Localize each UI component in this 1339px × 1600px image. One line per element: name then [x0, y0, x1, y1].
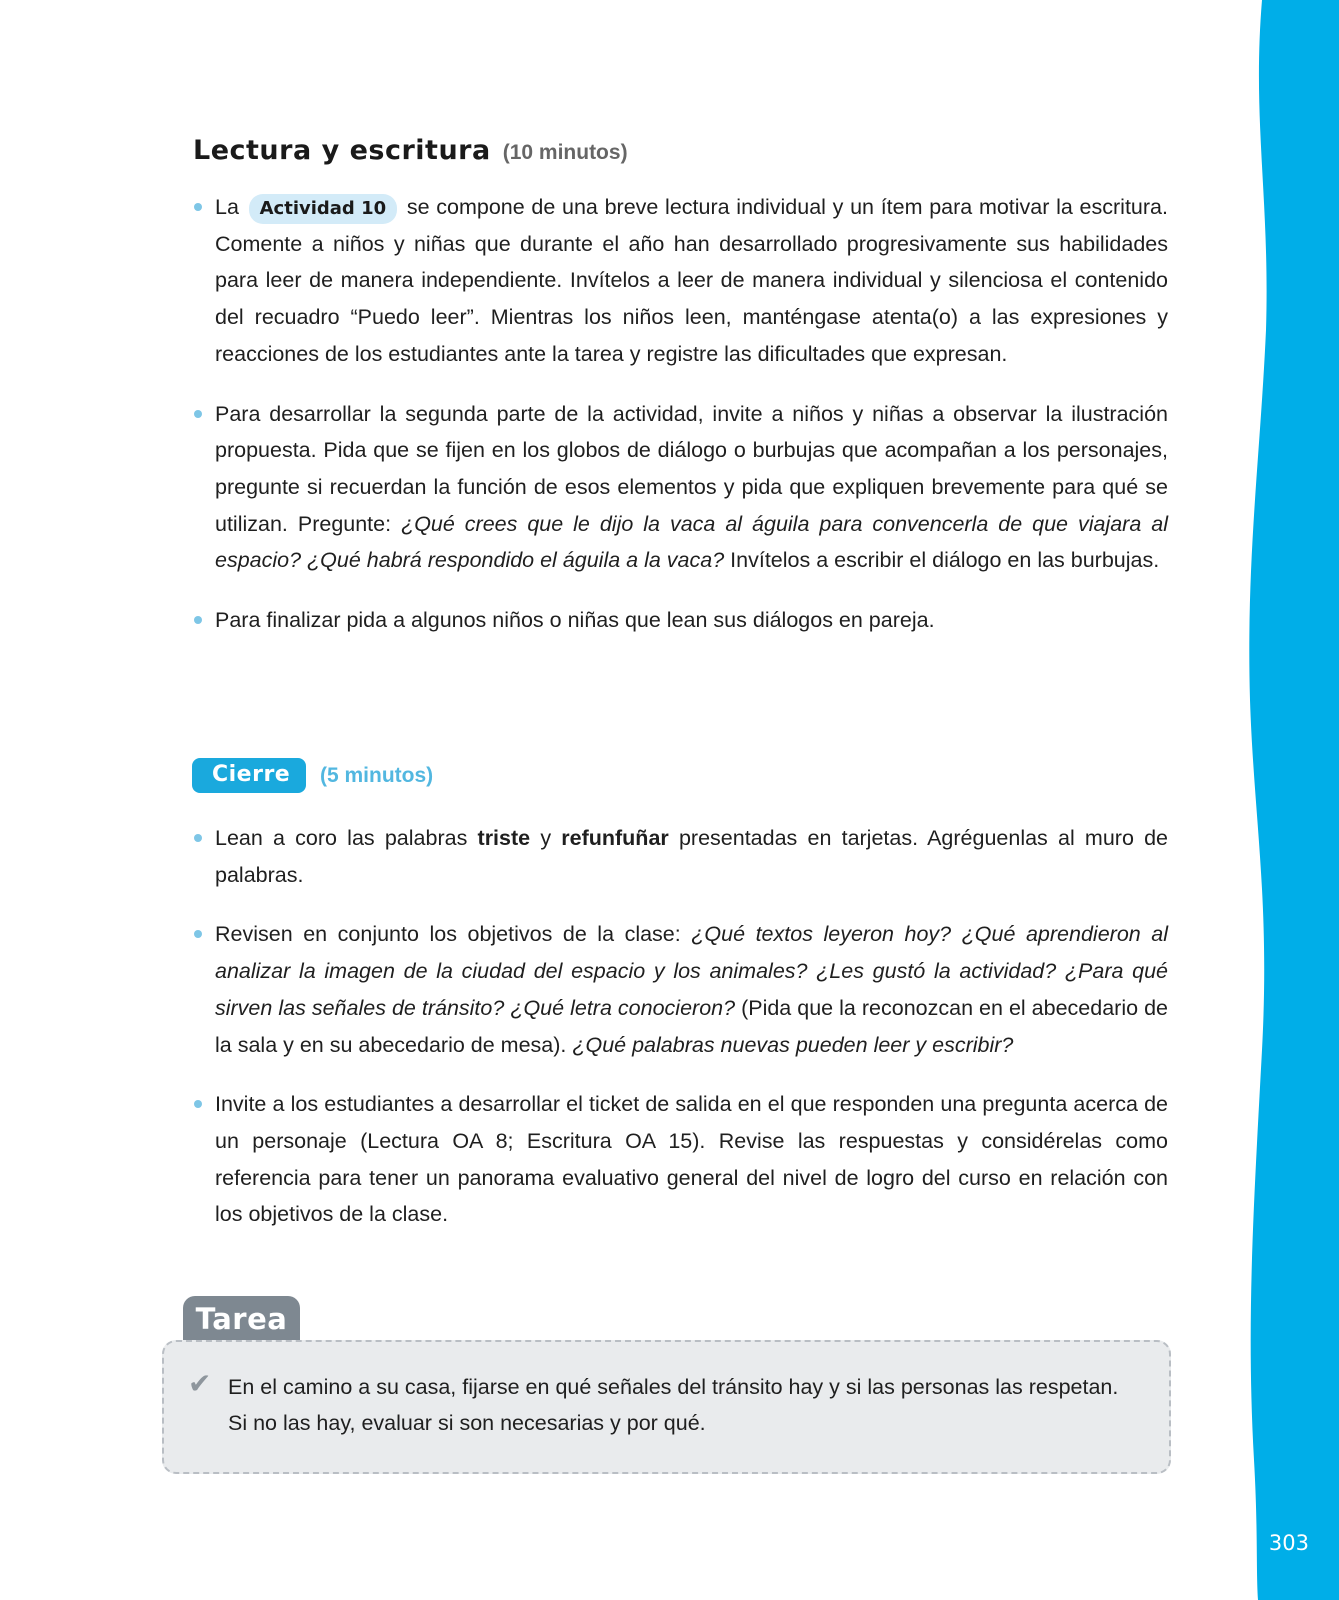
bold-word: refunfuñar — [561, 826, 669, 850]
bullet-question: ¿Qué crees que le dijo la vaca al águila para convencerla de que viajara al espacio? ¿Qué habrá respondido el águila a la vaca? — [215, 511, 1168, 573]
lectura-bullet-3 — [193, 602, 1168, 639]
tarea-text: En el camino a su casa, fijarse en qué señales del tránsito hay y si las personas las respetan. Si no las hay, evaluar si son necesarias y por qué. — [228, 1375, 1119, 1435]
bullet-question: ¿Qué palabras nuevas pueden leer y escribir? — [572, 1032, 1014, 1057]
cierre-bullet-3 — [193, 1086, 1168, 1233]
bullet-text: se compone de una breve lectura individual y un ítem para motivar la escritura. Comente a niños y niñas que durante el año han desarrollado progresivamente sus habilidades para leer de manera independiente. Invítelos a leer de manera individual y silenciosa el contenido del recuadro “Puedo leer”. Mientras los niños leen, manténgase atenta(o) a las expresiones y reacciones de los estudiantes ante la tarea y registre las dificultades que expresan. — [215, 195, 1168, 366]
bullet-text: y — [540, 826, 552, 850]
lectura-bullets — [193, 189, 1168, 662]
bullet-text: (Pida que la reconozcan en el abecedario de la sala y en su abecedario de mesa). — [215, 995, 1168, 1057]
cierre-duration: (5 minutos) — [320, 763, 434, 787]
bullet-text: Para finalizar pida a algunos niños o niñas que lean sus diálogos en pareja. — [215, 608, 935, 633]
lectura-bullet-2 — [193, 396, 1168, 580]
actividad-badge: Actividad 10 — [249, 194, 398, 224]
tarea-title: Tarea — [183, 1296, 300, 1341]
bold-word: triste — [477, 826, 531, 850]
bullet-text: La — [215, 195, 239, 219]
bullet-text: presentadas en tarjetas. Agréguenlas al muro de palabras. — [215, 826, 1169, 887]
lectura-bullet-1 — [193, 189, 1168, 373]
cierre-bullet-2 — [193, 916, 1168, 1063]
bullet-text: Invite a los estudiantes a desarrollar el ticket de salida en el que responden una pregunta acerca de un personaje (Lectura OA 8; Escritura OA 15). Revise las respuestas y considérelas como referencia para tener un panorama evaluativo general del nivel de logro del curso en relación con los objetivos de la clase. — [215, 1092, 1168, 1227]
lectura-heading — [193, 135, 628, 166]
cierre-bullet-1 — [193, 820, 1168, 893]
bullet-question: ¿Qué textos leyeron hoy? ¿Qué aprendieron al analizar la imagen de la ciudad del espacio y los animales? ¿Les gustó la actividad? ¿Para qué sirven las señales de tránsito? ¿Qué letra conocieron? — [215, 922, 1168, 1020]
tarea-box — [162, 1340, 1171, 1474]
lectura-title: Lectura y escritura — [193, 135, 491, 166]
lectura-duration: (10 minutos) — [502, 141, 628, 164]
bullet-text: Lean a coro las palabras — [215, 826, 468, 850]
cierre-title: Cierre — [192, 758, 306, 793]
page-number: 303 — [1268, 1531, 1309, 1555]
bullet-text: Para desarrollar la segunda parte de la actividad, invite a niños y niñas a observar la ilustración propuesta. Pida que se fijen en los globos de diálogo o burbujas que acompañan a los personajes, pregunte si recuerdan la función de esos elementos y pida que expliquen brevemente para qué se utilizan. Pregunte: — [215, 401, 1168, 536]
check-icon: ✔ — [188, 1368, 212, 1399]
bullet-text: Revisen en conjunto los objetivos de la clase: — [215, 922, 681, 947]
cierre-heading — [192, 758, 433, 793]
cierre-bullets — [193, 820, 1168, 1256]
decorative-side-band — [1240, 0, 1339, 1600]
bullet-text: Invítelos a escribir el diálogo en las burbujas. — [730, 548, 1160, 573]
